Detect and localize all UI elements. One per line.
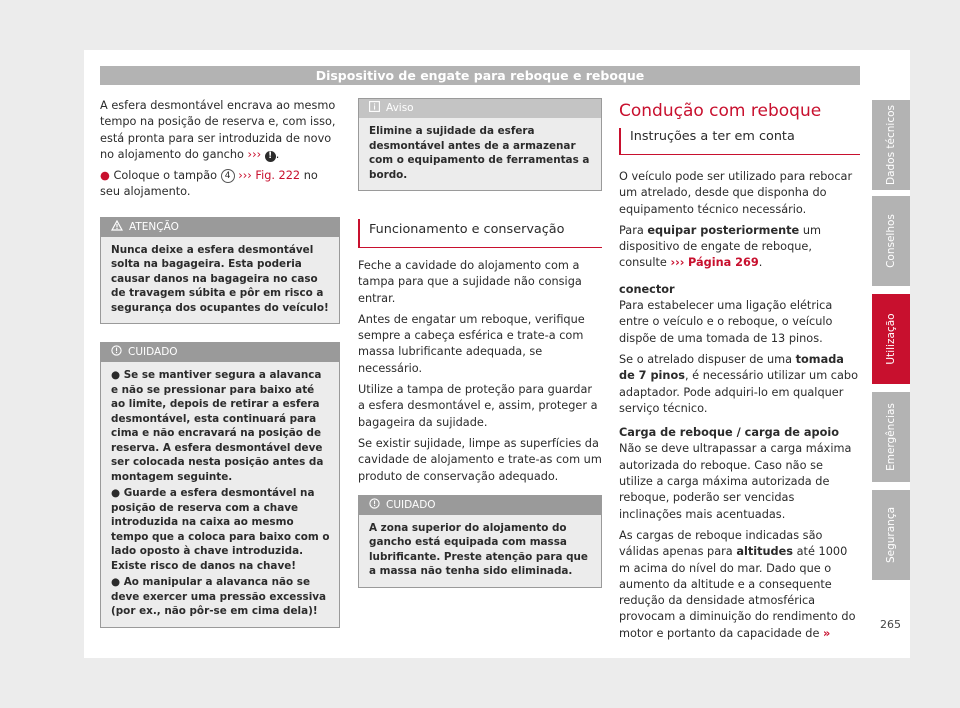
paragraph: Utilize a tampa de proteção para guardar a esfera desmontável e, assim, proteger a bagageira da sujidade. bbox=[358, 383, 598, 429]
caution-box-header: CUIDADO bbox=[101, 343, 339, 362]
caution-item: ● Se se mantiver segura a alavanca e não se pressionar para baixo até ao limite, depois de retirar a esfera desmontável, esta continuará para cima e não encravará na posição de reserva. A esfera desmontável deve ser colocada nesta posição antes da montagem seguinte. bbox=[111, 369, 324, 483]
section-heading: Funcionamento e conservação bbox=[358, 219, 602, 248]
note-box bbox=[358, 98, 602, 191]
paragraph: Antes de engatar um reboque, verifique sempre a cabeça esférica e trate-a com massa lubrificante adequada, se necessário. bbox=[358, 312, 585, 375]
paragraph: O veículo pode ser utilizado para rebocar um atrelado, desde que disponha do equipamento técnico necessário. bbox=[619, 170, 853, 216]
subheading: Carga de reboque / carga de apoio bbox=[619, 426, 839, 440]
warning-box bbox=[100, 217, 340, 325]
caution-box bbox=[100, 342, 340, 628]
chapter-title: Condução com reboque bbox=[619, 101, 822, 121]
tab-conselhos[interactable]: Conselhos bbox=[872, 196, 910, 286]
page-header: Dispositivo de engate para reboque e reboque bbox=[100, 66, 860, 85]
callout-number-icon: 4 bbox=[221, 169, 235, 183]
column-left bbox=[100, 98, 340, 628]
warning-box-header: ATENÇÃO bbox=[101, 218, 339, 237]
tab-emergencias[interactable]: Emergências bbox=[872, 392, 910, 482]
caution-box bbox=[358, 495, 602, 588]
paragraph: As cargas de reboque indicadas são válidas apenas para altitudes até 1000 m acima do nível do mar. Dado que o aumento da altitude e a consequente redução da densidade atmosférica provocam a diminuição do rendimento do motor e portanto da capacidade de » bbox=[619, 528, 856, 640]
info-icon bbox=[369, 101, 380, 112]
figure-link[interactable]: Fig. 222 bbox=[255, 169, 301, 183]
paragraph: Se existir sujidade, limpe as superfícies da cavidade de alojamento e trate-as com um produto de conservação adequado. bbox=[358, 436, 602, 483]
section-heading: Instruções a ter em conta bbox=[619, 128, 860, 155]
bullet-item: ● Coloque o tampão 4 ››› Fig. 222 no seu alojamento. bbox=[100, 169, 318, 199]
bullet-icon: ● bbox=[100, 169, 110, 183]
column-right bbox=[619, 98, 860, 647]
note-box-body: Elimine a sujidade da esfera desmontável antes de a armazenar com o equipamento de ferramentas a bordo. bbox=[359, 118, 601, 190]
column-middle bbox=[358, 98, 602, 588]
paragraph: A esfera desmontável encrava ao mesmo tempo na posição de reserva e, com isso, está pronta para ser introduzida de novo no alojamento do gancho ››› ! . bbox=[100, 99, 336, 161]
subheading: conector bbox=[619, 282, 675, 296]
paragraph: Para estabelecer uma ligação elétrica entre o veículo e o reboque, o veículo dispõe de uma tomada de 13 pinos. bbox=[619, 299, 833, 345]
cross-ref-arrows: ››› bbox=[670, 256, 685, 270]
tab-utilizacao[interactable]: Utilização bbox=[872, 294, 910, 384]
page-number: 265 bbox=[880, 618, 901, 631]
paragraph: Não se deve ultrapassar a carga máxima autorizada do reboque. Caso não se utilize a carga máxima autorizada de reboque, poderão ser vencidas inclinações mais acentuadas. bbox=[619, 442, 852, 521]
note-box-header: Aviso bbox=[359, 99, 601, 118]
page-link[interactable]: Página 269 bbox=[688, 256, 759, 270]
caution-box-body: A zona superior do alojamento do gancho está equipada com massa lubrificante. Preste atenção para que a massa não tenha sido eliminada. bbox=[359, 515, 601, 587]
tab-seguranca[interactable]: Segurança bbox=[872, 490, 910, 580]
caution-item: ● Guarde a esfera desmontável na posição de reserva com a chave introduzida na caixa ao mesmo tempo que a coloca para baixo com o lado oposto à chave introduzida. Existe risco de danos na chave! bbox=[111, 487, 330, 572]
cross-ref-arrows: ››› bbox=[238, 169, 252, 183]
caution-circle-icon bbox=[111, 345, 122, 356]
caution-item: ● Ao manipular a alavanca não se deve exercer uma pressão excessiva (por ex., não pôr-se em cima dela)! bbox=[111, 576, 327, 618]
caution-box-body bbox=[101, 362, 339, 627]
continue-arrow-icon[interactable]: » bbox=[823, 626, 831, 640]
paragraph: Para equipar posteriormente um dispositivo de engate de reboque, consulte ››› Página 269. bbox=[619, 223, 821, 270]
caution-circle-icon bbox=[369, 498, 380, 509]
warning-box-body: Nunca deixe a esfera desmontável solta na bagageira. Esta poderia causar danos na bagageira no caso de travagem súbita e pôr em risco a segurança dos ocupantes do veículo! bbox=[101, 237, 339, 324]
warning-ref-icon[interactable]: ! bbox=[265, 151, 276, 162]
paragraph: Feche a cavidade do alojamento com a tampa para que a sujidade não consiga entrar. bbox=[358, 259, 582, 305]
paragraph: Se o atrelado dispuser de uma tomada de 7 pinos, é necessário utilizar um cabo adaptador. Pode adquiri-lo em qualquer serviço técnico. bbox=[619, 352, 859, 415]
tab-dados-tecnicos[interactable]: Dados técnicos bbox=[872, 100, 910, 190]
warning-triangle-icon bbox=[111, 220, 123, 231]
caution-box-header: CUIDADO bbox=[359, 496, 601, 515]
cross-ref-arrows[interactable]: ››› bbox=[247, 147, 262, 161]
